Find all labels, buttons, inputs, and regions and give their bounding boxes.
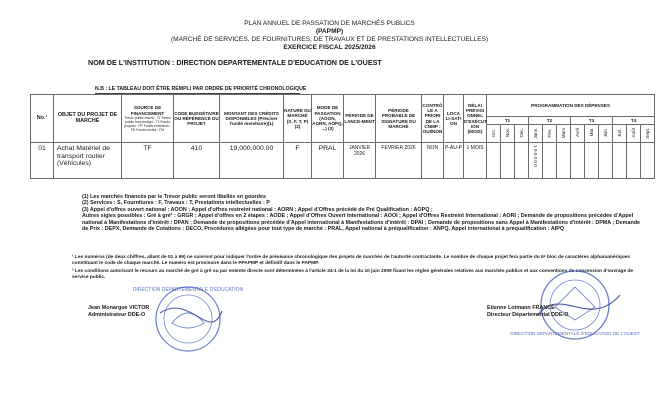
- note-modes: (3) Appel d'offres ouvert national : AOON ; Appel d'offres restreint national : AORN ; Appel d'Offres précédé de Pré Qualification : AOPQ ;: [82, 206, 433, 213]
- page-corner-mark: [60, 395, 61, 396]
- plan-acronym: (PAPMP): [315, 28, 344, 35]
- signer-right-title: Directeur Départemental DDE-O: [487, 312, 569, 318]
- month-may: [585, 125, 599, 143]
- table-row: [31, 143, 655, 179]
- month-mar: [557, 125, 571, 143]
- month-jan-label: Janv.: [532, 127, 538, 139]
- month-nov-label: Nov.: [504, 128, 510, 138]
- month-oct: [487, 125, 501, 143]
- row-signature: FEVRIER 2026: [376, 143, 422, 179]
- priority-note: N.B : LE TABLEAU DOIT ÊTRE REMPLI PAR ORDRE DE PRIORITÉ CHRONOLOGIQUE: [95, 86, 307, 92]
- row-montant: 19,000,000.00: [220, 143, 284, 179]
- row-month-dec: [515, 143, 529, 179]
- plan-title: PLAN ANNUEL DE PASSATION DE MARCHÉS PUBLICS: [244, 20, 415, 27]
- month-sep-label: Sept.: [644, 127, 650, 139]
- signer-left-name: Jean Monargue VICTOR: [88, 305, 150, 311]
- month-jul: [613, 125, 627, 143]
- signer-left-title: Administrateur DDE-O: [88, 312, 146, 318]
- col-header-code: CODE BUDGÉTAIRE OU RÉFÉRENCE DU PROJET: [174, 95, 220, 143]
- month-jul-label: Juil.: [616, 128, 622, 137]
- month-aug: [627, 125, 641, 143]
- row-code: 410: [174, 143, 220, 179]
- row-no: 01: [31, 143, 54, 179]
- plan-subtitle: (MARCHÉ DE SERVICES, DE FOURNITURES, DE TRAVAUX ET DE PRESTATIONS INTELLECTUELLES): [170, 36, 489, 43]
- footnote-1: ¹ Les numéros (de deux chiffres, allant de 01 à 99) ne suivront pour indiquer l'ordre de préséance chronologique des projets de marchés de l'autorité contractante. Le nombre de chaque projet fera partie du 6ᵉ bloc de caractères alphanumériques constituant le code de chaque marché. Le numéro est provisoire dans le PPAPMP et définitif dans le PAPMP.: [72, 255, 631, 266]
- month-sep: [641, 125, 655, 143]
- quarter-t3: T3: [571, 117, 613, 125]
- legend-notes: [82, 194, 642, 232]
- row-month-jul: [613, 143, 627, 179]
- row-month-jan: [529, 143, 543, 179]
- row-nature: F: [284, 143, 312, 179]
- month-jan: [529, 125, 543, 143]
- stamp-left-text: DIRECTION DÉPARTEMENTALE D'ÉDUCATION: [132, 287, 244, 293]
- quarter-t1: T1: [487, 117, 529, 125]
- col-header-controle: CONTRÔ LE A PRIORI DE LA CNMP : OUI/NON: [422, 95, 444, 143]
- col-header-delai: DÉLAI PRÉVISI ONNEL D'EXÉCUT ION (MOIS): [464, 95, 487, 143]
- col-header-montant: MONTANT DES CRÉDITS DISPONIBLES (Préciser l'unité monétaire)(1): [220, 95, 284, 143]
- col-header-signature: PÉRIODE PROBABLE DE SIGNATURE DU MARCHÉ: [376, 95, 422, 143]
- month-jun: [599, 125, 613, 143]
- month-feb-label: Fév.: [546, 128, 552, 138]
- row-month-mar: [557, 143, 571, 179]
- fiscal-year: EXERCICE FISCAL 2025/2026: [283, 44, 376, 51]
- month-aug-label: Août: [630, 128, 636, 138]
- month-nov: [501, 125, 515, 143]
- col-header-mode: MODE DE PASSATION (AOON, AORN, AOPQ, ...) (3): [312, 95, 344, 143]
- row-month-jun: [599, 143, 613, 179]
- month-mar-label: Mars: [560, 127, 566, 138]
- row-month-jan-amount: 1 9 0 0 0 0: [533, 145, 538, 167]
- col-header-source: [122, 95, 174, 143]
- row-mode: PRAL: [312, 143, 344, 179]
- stamp-left: [132, 283, 244, 353]
- row-delai: 1 MOIS: [464, 143, 487, 179]
- col-header-programmation: PROGRAMMATION DES DÉPENSES: [487, 95, 655, 117]
- month-jun-label: Juin: [602, 128, 608, 138]
- note-currency: (1) Les marchés financés par le Trésor public seront libellés en gourdes: [82, 194, 266, 200]
- row-source: TF: [122, 143, 174, 179]
- procurement-table: [30, 94, 655, 179]
- month-dec: [515, 125, 529, 143]
- row-objet: Achat Matériel de transport routier (Véhicules): [54, 143, 122, 179]
- col-header-nature: NATURE DU MARCHÉ (S, F, T, P) (2): [284, 95, 312, 143]
- month-dec-label: Déc.: [518, 128, 524, 138]
- signature-right: [487, 305, 568, 319]
- row-month-oct: [487, 143, 501, 179]
- row-month-sep: [641, 143, 655, 179]
- month-oct-label: Oct.: [490, 128, 496, 138]
- row-localisation: P-AU-P: [444, 143, 464, 179]
- row-month-nov: [501, 143, 515, 179]
- row-month-aug: [627, 143, 641, 179]
- month-apr-label: Avril: [574, 128, 580, 138]
- stamp-right-text: DIRECTION DEPARTEMENTALE D'EDUCATION DE L'OUEST: [510, 331, 640, 336]
- row-month-feb: [543, 143, 557, 179]
- signer-right-name: Etienne Lotmann FRANCE: [487, 305, 555, 311]
- signature-left: [88, 305, 149, 319]
- row-month-may: [585, 143, 599, 179]
- col-header-localisation: LOCA LI-SATI ON: [444, 95, 464, 143]
- month-may-label: Mai: [588, 129, 594, 137]
- row-lancement: JANVIER 2026: [344, 143, 376, 179]
- col-header-lancement: PÉRIODE DE LANCE-MENT: [344, 95, 376, 143]
- month-feb: [543, 125, 557, 143]
- row-month-apr: [571, 143, 585, 179]
- col-header-no: No.¹: [31, 95, 54, 143]
- quarter-t2: T2: [529, 117, 571, 125]
- col-header-source-title: SOURCE DE FINANCEMENT: [130, 105, 165, 116]
- col-header-source-legend: Trésor public Inscrit : T1 Trésor public hors budget : T2 Fonds propres : FP Fonds extérieurs : FE Fonds mixtes : FM: [124, 115, 171, 132]
- note-other-acronyms: Autres sigles possibles : Gré à gré² : GRGR ; Appel d'offres en 2 étapes : AODE ; Appel d'Offres Ouvert International : AOOI ; Appel d'Offres Restreint International : AORI ; Demande de propositions précédée d'Appel national à Manifestations d'intérêt : DPAN ; Demande de propositions précédée d'Appel international à Manifestations d'intérêt : DPAI ; Demande de propositions sans Appel à Manifestations d'intérêt : DPMA ; Demande de Prix : DEPX, Demande de Cotations : DECO, Procédures allégées pour tout type de marché : PRAL, Appel national à préqualification : ANPQ, Appel international à préqualification : AIPQ: [82, 213, 641, 233]
- month-apr: [571, 125, 585, 143]
- institution-name: NOM DE L'INSTITUTION : DIRECTION DEPARTEMENTALE D'EDUCATION DE L'OUEST: [88, 58, 382, 67]
- note-nature: (2) Services : S, Fournitures : F, Travaux : T, Prestations intellectuelles : P: [82, 200, 270, 207]
- row-controle: NON: [422, 143, 444, 179]
- footnote-2: ² Les conditions autorisant le recours au marché de gré à gré ou par entente directe sont déterminées à l'article 34-1 de la loi du 10 juin 2009 fixant les règles générales relatives aux marchés publics et aux conventions de concession d'ouvrage de service public.: [72, 269, 634, 280]
- col-header-objet: OBJET DU PROJET DE MARCHÉ: [54, 95, 122, 143]
- quarter-t4: T4: [613, 117, 655, 125]
